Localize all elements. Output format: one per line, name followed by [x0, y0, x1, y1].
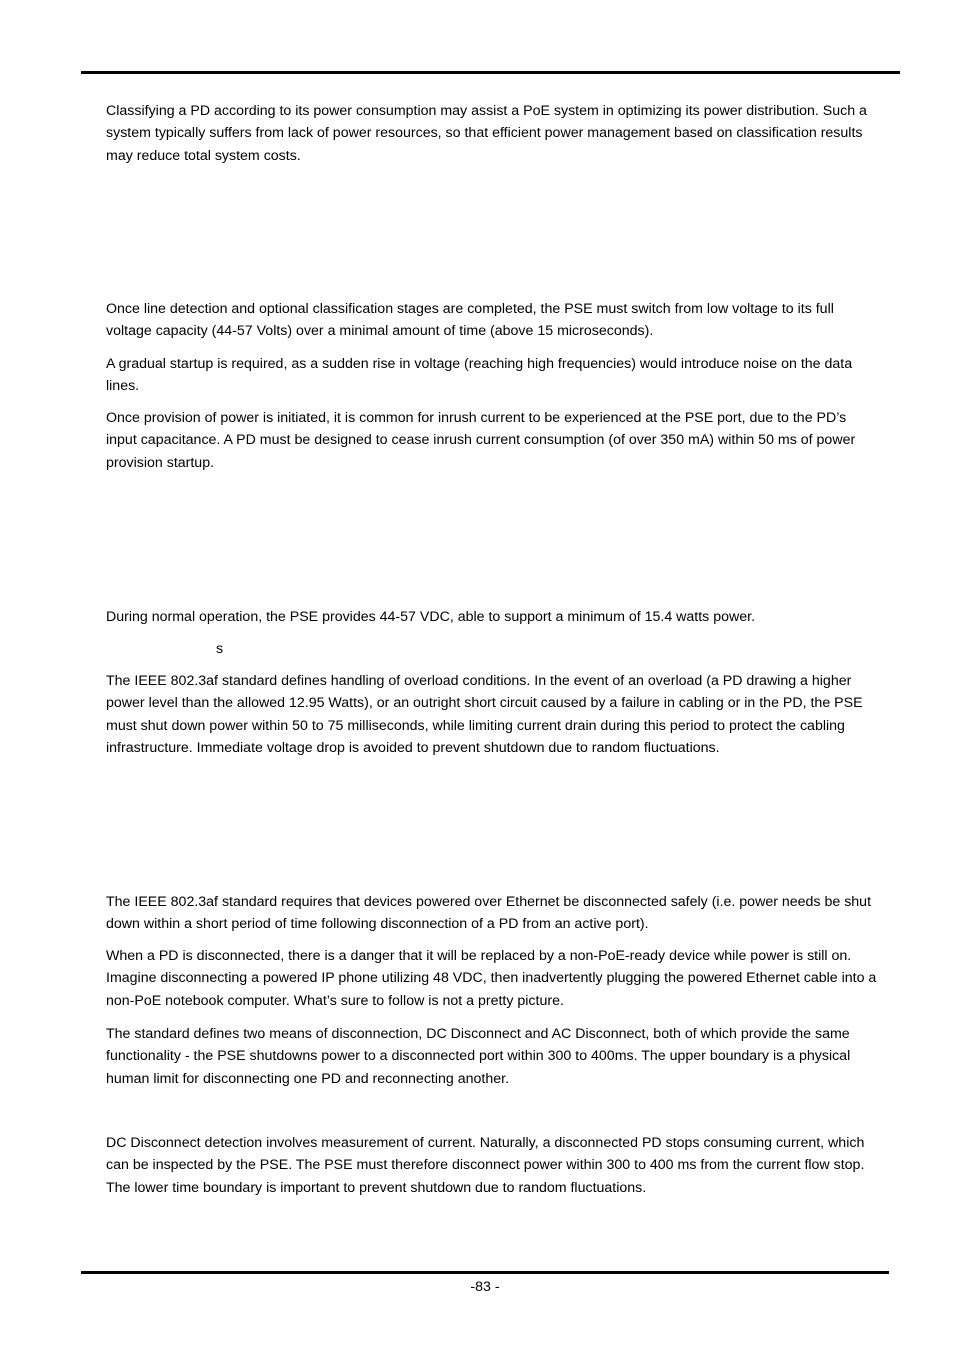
- paragraph-classification: Classifying a PD according to its power consumption may assist a PoE system in optimizing its power distribution. Such a system typically suffers from lack of power resources, so that efficient power management based on classification results may reduce total system costs.: [106, 103, 867, 164]
- paragraph-disconnect-safety: The IEEE 802.3af standard requires that devices powered over Ethernet be disconnected safely (i.e. power needs be shut down within a short period of time following disconnection of a PD from an active port).: [106, 894, 872, 933]
- paragraph-normal-operation: During normal operation, the PSE provides 44-57 VDC, able to support a minimum of 15.4 watts power.: [106, 609, 756, 625]
- paragraph-gradual-startup: A gradual startup is required, as a sudden rise in voltage (reaching high frequencies) would introduce noise on the data lines.: [106, 356, 853, 395]
- header-rule: [81, 71, 900, 74]
- page-number: -83 -: [470, 1279, 500, 1295]
- paragraph-inrush-current: Once provision of power is initiated, it is common for inrush current to be experienced at the PSE port, due to the PD’s input capacitance. A PD must be designed to cease inrush current consumption (of over 350 mA) within 50 ms of power provision startup.: [106, 410, 856, 471]
- paragraph-fragment: s: [216, 641, 224, 657]
- paragraph-dc-disconnect: DC Disconnect detection involves measurement of current. Naturally, a disconnected PD stops consuming current, which can be inspected by the PSE. The PSE must therefore disconnect power within 300 to 400 ms from the current flow stop. The lower time boundary is important to prevent shutdown due to random fluctuations.: [106, 1135, 865, 1196]
- paragraph-startup-voltage: Once line detection and optional classification stages are completed, the PSE must switch from low voltage to its full voltage capacity (44-57 Volts) over a minimal amount of time (above 15 microseconds).: [106, 301, 834, 340]
- paragraph-disconnect-danger: When a PD is disconnected, there is a danger that it will be replaced by a non-PoE-ready device while power is still on. Imagine disconnecting a powered IP phone utilizing 48 VDC, then inadvertently plugging the powered Ethernet cable into a non-PoE notebook computer. What’s sure to follow is not a pretty picture.: [106, 948, 877, 1009]
- paragraph-overload: The IEEE 802.3af standard defines handling of overload conditions. In the event of an overload (a PD drawing a higher power level than the allowed 12.95 Watts), or an outright short circuit caused by a failure in cabling or in the PD, the PSE must shut down power within 50 to 75 milliseconds, while limiting current drain during this period to protect the cabling infrastructure. Immediate voltage drop is avoided to prevent shutdown due to random fluctuations.: [106, 673, 863, 757]
- paragraph-disconnect-means: The standard defines two means of disconnection, DC Disconnect and AC Disconnect, both of which provide the same functionality - the PSE shutdowns power to a disconnected port within 300 to 400ms. The upper boundary is a physical human limit for disconnecting one PD and reconnecting another.: [106, 1026, 851, 1087]
- footer-rule: [81, 1271, 889, 1274]
